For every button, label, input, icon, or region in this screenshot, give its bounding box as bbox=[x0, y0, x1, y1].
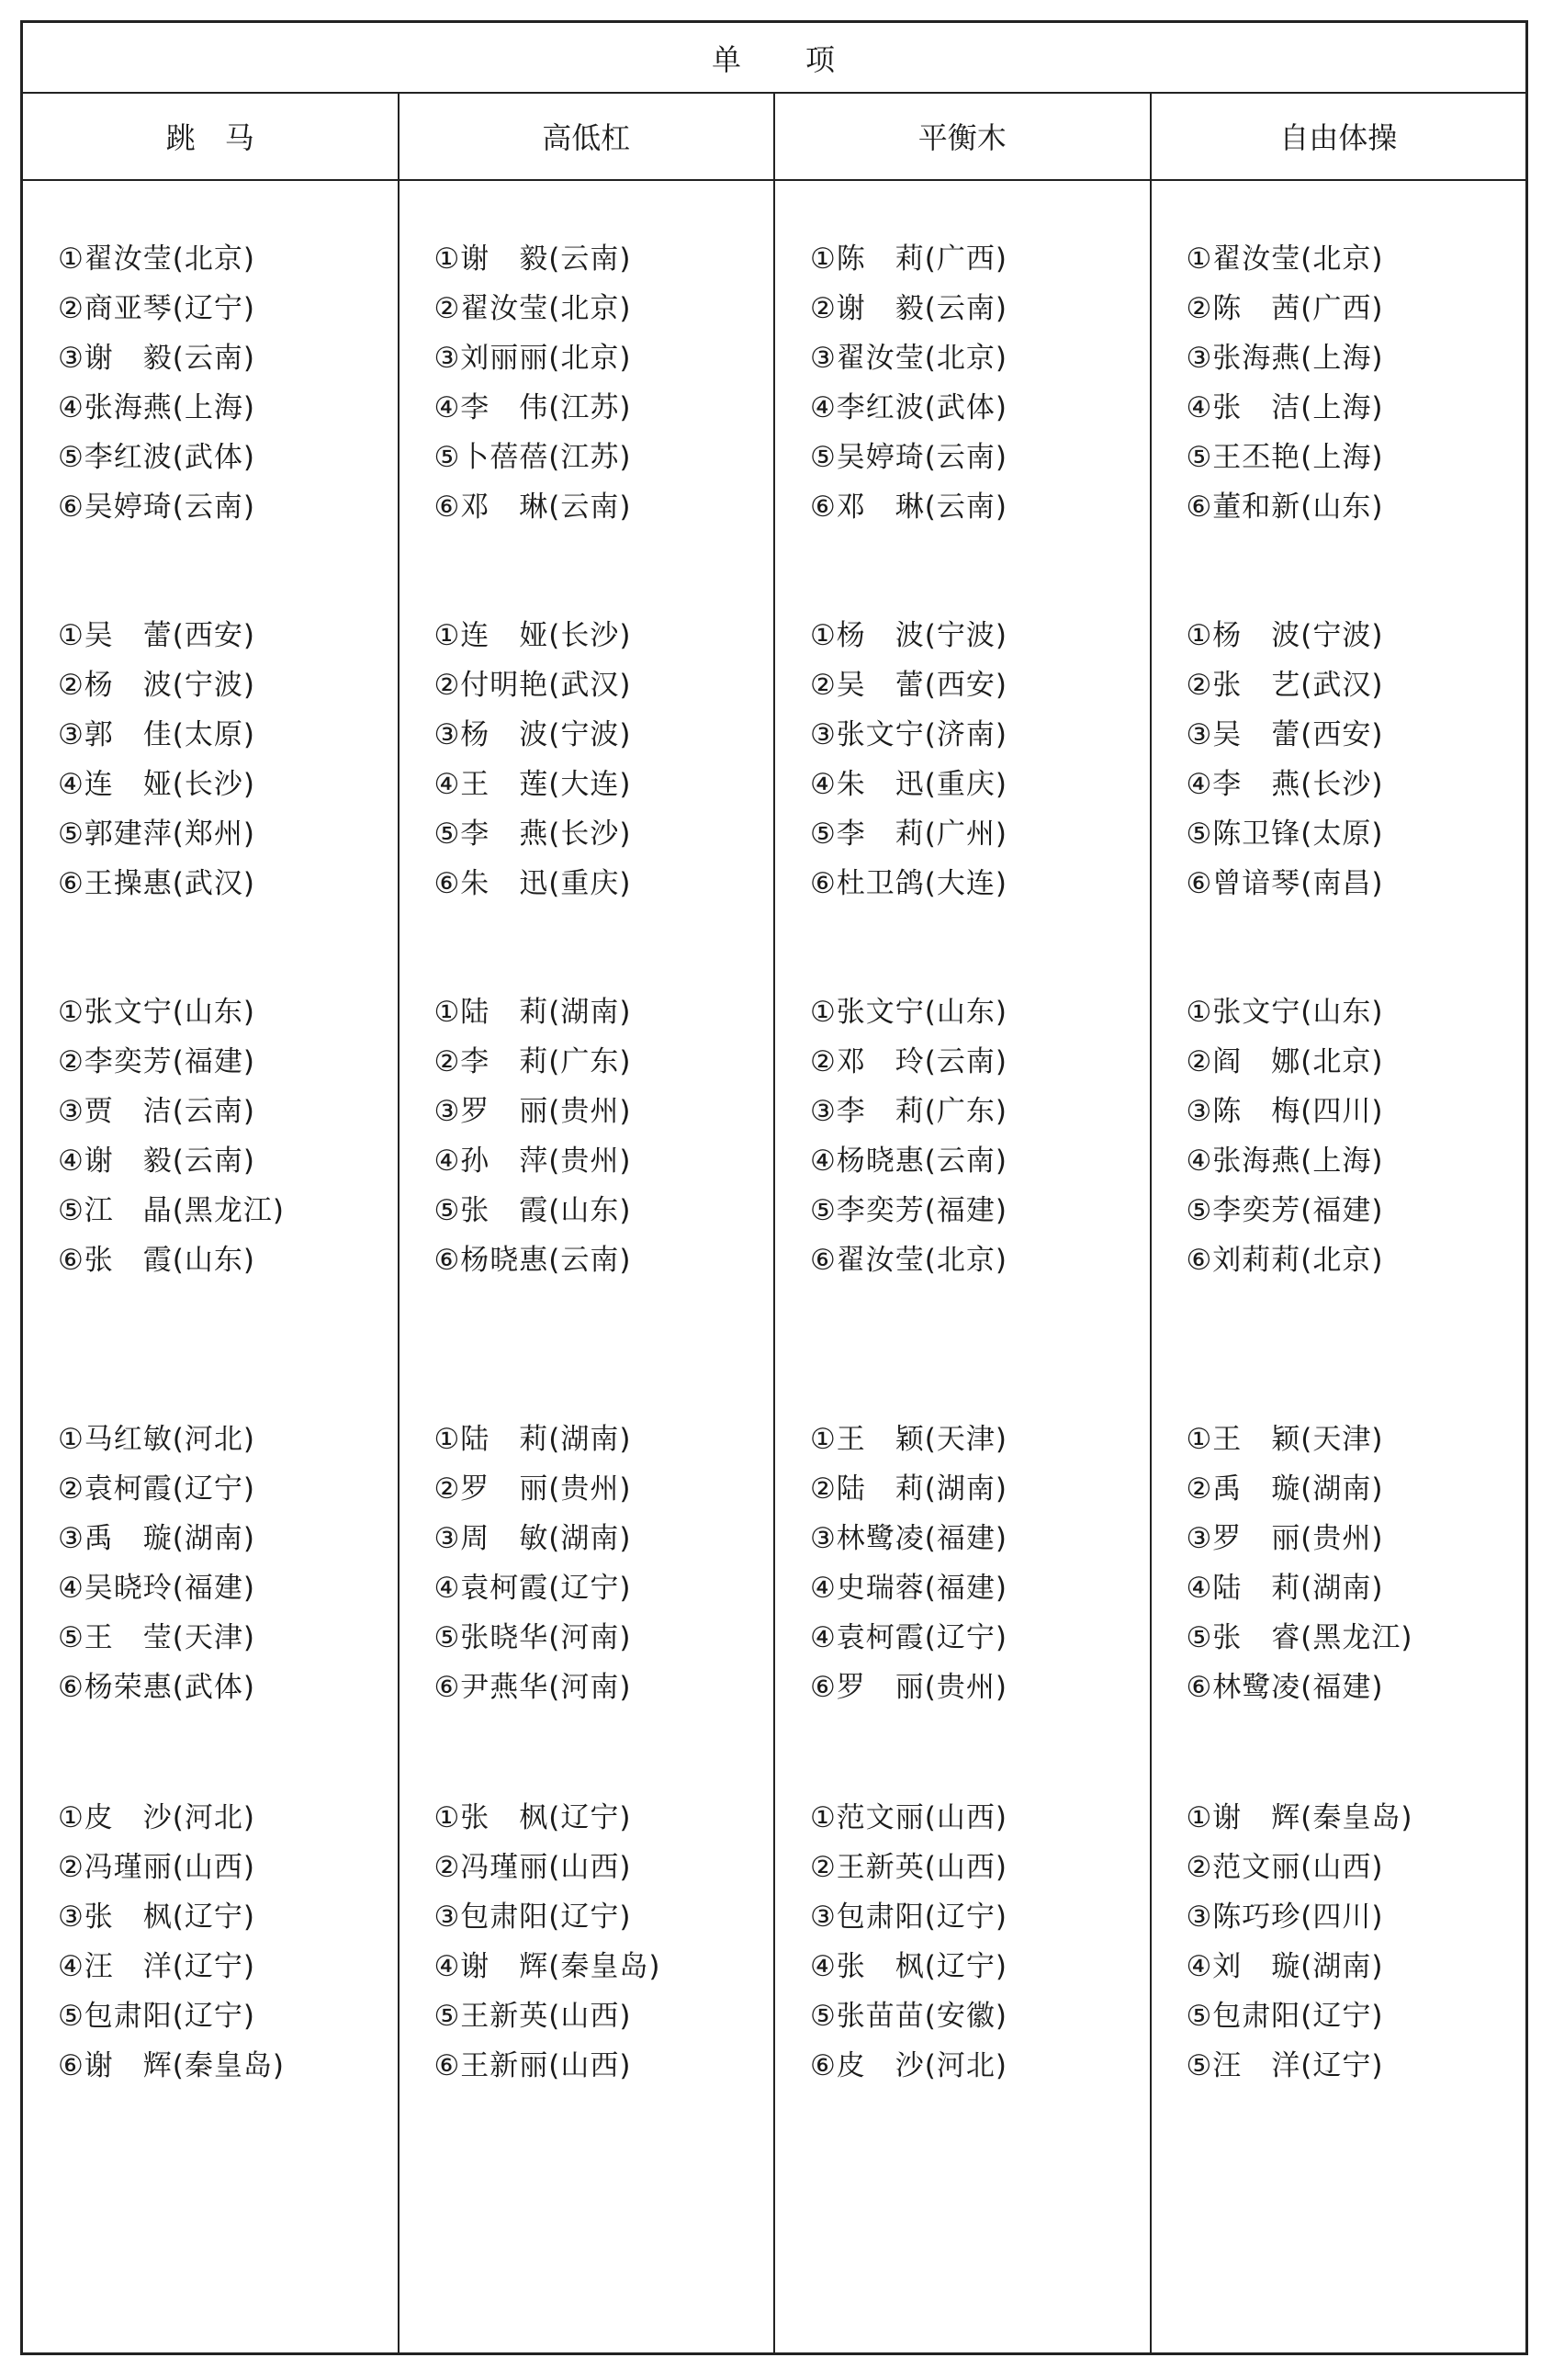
result-group bbox=[58, 1415, 392, 1712]
result-entry: ④吴晓玲(福建) bbox=[58, 1572, 255, 1605]
result-entry: ④张海燕(上海) bbox=[58, 391, 255, 424]
result-entry: ②范文丽(山西) bbox=[1186, 1851, 1384, 1884]
result-entry: ③陈巧珍(四川) bbox=[1186, 1901, 1384, 1934]
result-entry: ⑤张 睿(黑龙江) bbox=[1186, 1621, 1413, 1654]
result-entry: ③张文宁(济南) bbox=[810, 718, 1007, 751]
result-entry: ④谢 辉(秦皇岛) bbox=[433, 1950, 661, 1983]
result-entry: ②冯瑾丽(山西) bbox=[433, 1851, 632, 1884]
result-entry: ①张文宁(山东) bbox=[810, 996, 1007, 1029]
result-entry: ⑥林鹭凌(福建) bbox=[1186, 1671, 1384, 1704]
result-entry: ①王 颖(天津) bbox=[1186, 1423, 1384, 1456]
result-entry: ②谢 毅(云南) bbox=[810, 292, 1007, 325]
result-entry: ①翟汝莹(北京) bbox=[1186, 243, 1384, 276]
result-entry: ②李奕芳(福建) bbox=[58, 1045, 255, 1078]
result-entry: ⑤李奕芳(福建) bbox=[1186, 1194, 1384, 1227]
result-group bbox=[434, 234, 769, 532]
result-entry: ②罗 丽(贵州) bbox=[433, 1472, 632, 1506]
result-entry: ⑥谢 辉(秦皇岛) bbox=[58, 2049, 285, 2082]
result-entry: ①谢 辉(秦皇岛) bbox=[1186, 1801, 1413, 1834]
result-group bbox=[1187, 611, 1521, 908]
result-entry: ⑤张晓华(河南) bbox=[433, 1621, 632, 1654]
result-entry: ②付明艳(武汉) bbox=[433, 669, 632, 702]
result-entry: ③陈 梅(四川) bbox=[1186, 1095, 1384, 1128]
table-body bbox=[23, 179, 1525, 2352]
result-entry: ③郭 佳(太原) bbox=[58, 718, 255, 751]
result-entry: ③包肃阳(辽宁) bbox=[433, 1901, 632, 1934]
result-group bbox=[810, 987, 1144, 1285]
result-entry: ②阎 娜(北京) bbox=[1186, 1045, 1384, 1078]
result-entry: ③杨 波(宁波) bbox=[433, 718, 632, 751]
result-group bbox=[58, 987, 392, 1285]
result-entry: ⑥张 霞(山东) bbox=[58, 1244, 255, 1277]
result-entry: ⑤李红波(武体) bbox=[58, 441, 255, 474]
result-group bbox=[810, 1415, 1144, 1712]
header-balance-beam: 平衡木 bbox=[775, 92, 1152, 179]
result-entry: ③周 敏(湖南) bbox=[433, 1522, 632, 1555]
result-entry: ①杨 波(宁波) bbox=[810, 619, 1007, 652]
result-entry: ⑤张苗苗(安徽) bbox=[810, 2000, 1007, 2033]
header-floor-exercise: 自由体操 bbox=[1279, 119, 1398, 155]
result-entry: ⑥曾谙琴(南昌) bbox=[1186, 867, 1384, 900]
result-entry: ④袁柯霞(辽宁) bbox=[810, 1621, 1007, 1654]
result-entry: ③张 枫(辽宁) bbox=[58, 1901, 255, 1934]
result-entry: ⑤包肃阳(辽宁) bbox=[58, 2000, 255, 2033]
header-uneven-bars: 高低杠 bbox=[400, 92, 776, 179]
result-entry: ⑤汪 洋(辽宁) bbox=[1186, 2049, 1384, 2082]
result-entry: ⑤江 晶(黑龙江) bbox=[58, 1194, 285, 1227]
result-entry: ④连 娅(长沙) bbox=[58, 768, 255, 801]
result-group bbox=[810, 1793, 1144, 2091]
result-entry: ④李红波(武体) bbox=[810, 391, 1007, 424]
result-entry: ⑥杜卫鸽(大连) bbox=[810, 867, 1007, 900]
result-entry: ⑤李 燕(长沙) bbox=[433, 818, 632, 851]
result-entry: ⑥杨荣惠(武体) bbox=[58, 1671, 255, 1704]
result-group bbox=[58, 234, 392, 532]
result-entry: ④王 莲(大连) bbox=[433, 768, 632, 801]
result-entry: ①陆 莉(湖南) bbox=[433, 1423, 632, 1456]
result-entry: ④张 枫(辽宁) bbox=[810, 1950, 1007, 1983]
result-entry: ⑥王操惠(武汉) bbox=[58, 867, 255, 900]
result-entry: ⑥尹燕华(河南) bbox=[433, 1671, 632, 1704]
result-entry: ②翟汝莹(北京) bbox=[433, 292, 632, 325]
result-entry: ③罗 丽(贵州) bbox=[433, 1095, 632, 1128]
result-entry: ①翟汝莹(北京) bbox=[58, 243, 255, 276]
result-group bbox=[1187, 234, 1521, 532]
result-entry: ⑥朱 迅(重庆) bbox=[433, 867, 632, 900]
result-group bbox=[1187, 1415, 1521, 1712]
result-entry: ②李 莉(广东) bbox=[433, 1045, 632, 1078]
result-entry: ⑥王新丽(山西) bbox=[433, 2049, 632, 2082]
result-entry: ⑥邓 琳(云南) bbox=[810, 491, 1007, 524]
result-group bbox=[434, 987, 769, 1285]
header-vault: 跳 马 bbox=[23, 92, 400, 179]
result-entry: ①王 颖(天津) bbox=[810, 1423, 1007, 1456]
result-entry: ①张文宁(山东) bbox=[58, 996, 255, 1029]
result-entry: ①陈 莉(广西) bbox=[810, 243, 1007, 276]
result-entry: ①连 娅(长沙) bbox=[433, 619, 632, 652]
result-entry: ③林鹭凌(福建) bbox=[810, 1522, 1007, 1555]
result-entry: ④朱 迅(重庆) bbox=[810, 768, 1007, 801]
result-entry: ⑥罗 丽(贵州) bbox=[810, 1671, 1007, 1704]
table-title: 单 项 bbox=[711, 41, 837, 77]
result-entry: ③吴 蕾(西安) bbox=[1186, 718, 1384, 751]
result-entry: ③包肃阳(辽宁) bbox=[810, 1901, 1007, 1934]
result-entry: ①张文宁(山东) bbox=[1186, 996, 1384, 1029]
result-entry: ④汪 洋(辽宁) bbox=[58, 1950, 255, 1983]
result-entry: ④袁柯霞(辽宁) bbox=[433, 1572, 632, 1605]
result-entry: ⑥吴婷琦(云南) bbox=[58, 491, 255, 524]
result-entry: ⑥邓 琳(云南) bbox=[433, 491, 632, 524]
column-vault bbox=[23, 179, 400, 2352]
result-entry: ③贾 洁(云南) bbox=[58, 1095, 255, 1128]
result-entry: ②冯瑾丽(山西) bbox=[58, 1851, 255, 1884]
result-group bbox=[434, 1793, 769, 2091]
result-entry: ②王新英(山西) bbox=[810, 1851, 1007, 1884]
result-group bbox=[58, 1793, 392, 2091]
result-entry: ①陆 莉(湖南) bbox=[433, 996, 632, 1029]
result-group bbox=[810, 611, 1144, 908]
result-entry: ①皮 沙(河北) bbox=[58, 1801, 255, 1834]
table-title-row bbox=[23, 23, 1525, 94]
result-entry: ⑤王 莹(天津) bbox=[58, 1621, 255, 1654]
result-entry: ②张 艺(武汉) bbox=[1186, 669, 1384, 702]
result-entry: ①谢 毅(云南) bbox=[433, 243, 632, 276]
result-group bbox=[1187, 1793, 1521, 2091]
result-group bbox=[1187, 987, 1521, 1285]
result-entry: ②陈 茜(广西) bbox=[1186, 292, 1384, 325]
result-entry: ③翟汝莹(北京) bbox=[810, 342, 1007, 375]
result-entry: ③禹 璇(湖南) bbox=[58, 1522, 255, 1555]
result-entry: ④刘 璇(湖南) bbox=[1186, 1950, 1384, 1983]
result-entry: ④孙 萍(贵州) bbox=[433, 1145, 632, 1178]
result-entry: ⑥皮 沙(河北) bbox=[810, 2049, 1007, 2082]
result-group bbox=[58, 611, 392, 908]
result-entry: ⑤郭建萍(郑州) bbox=[58, 818, 255, 851]
result-entry: ④史瑞蓉(福建) bbox=[810, 1572, 1007, 1605]
result-entry: ④李 伟(江苏) bbox=[433, 391, 632, 424]
header-row bbox=[23, 92, 1525, 181]
result-entry: ③张海燕(上海) bbox=[1186, 342, 1384, 375]
result-entry: ③罗 丽(贵州) bbox=[1186, 1522, 1384, 1555]
result-entry: ③刘丽丽(北京) bbox=[433, 342, 632, 375]
result-entry: ②袁柯霞(辽宁) bbox=[58, 1472, 255, 1506]
result-entry: ②杨 波(宁波) bbox=[58, 669, 255, 702]
result-entry: ②吴 蕾(西安) bbox=[810, 669, 1007, 702]
result-group bbox=[434, 611, 769, 908]
result-entry: ①吴 蕾(西安) bbox=[58, 619, 255, 652]
result-entry: ②禹 璇(湖南) bbox=[1186, 1472, 1384, 1506]
result-entry: ①范文丽(山西) bbox=[810, 1801, 1007, 1834]
result-entry: ④杨晓惠(云南) bbox=[810, 1145, 1007, 1178]
result-entry: ⑤张 霞(山东) bbox=[433, 1194, 632, 1227]
result-group bbox=[810, 234, 1144, 532]
result-entry: ⑥刘莉莉(北京) bbox=[1186, 1244, 1384, 1277]
result-entry: ④张 洁(上海) bbox=[1186, 391, 1384, 424]
result-entry: ⑥董和新(山东) bbox=[1186, 491, 1384, 524]
result-entry: ①马红敏(河北) bbox=[58, 1423, 255, 1456]
result-group bbox=[434, 1415, 769, 1712]
result-entry: ③谢 毅(云南) bbox=[58, 342, 255, 375]
column-uneven-bars bbox=[400, 179, 776, 2352]
result-entry: ⑤卜蓓蓓(江苏) bbox=[433, 441, 632, 474]
result-entry: ①张 枫(辽宁) bbox=[433, 1801, 632, 1834]
result-entry: ④谢 毅(云南) bbox=[58, 1145, 255, 1178]
result-entry: ①杨 波(宁波) bbox=[1186, 619, 1384, 652]
result-entry: ④陆 莉(湖南) bbox=[1186, 1572, 1384, 1605]
result-entry: ⑤陈卫锋(太原) bbox=[1186, 818, 1384, 851]
result-entry: ④李 燕(长沙) bbox=[1186, 768, 1384, 801]
result-entry: ⑤王丕艳(上海) bbox=[1186, 441, 1384, 474]
result-entry: ⑥杨晓惠(云南) bbox=[433, 1244, 632, 1277]
result-entry: ④张海燕(上海) bbox=[1186, 1145, 1384, 1178]
result-entry: ②陆 莉(湖南) bbox=[810, 1472, 1007, 1506]
result-entry: ②商亚琴(辽宁) bbox=[58, 292, 255, 325]
result-entry: ⑥翟汝莹(北京) bbox=[810, 1244, 1007, 1277]
result-entry: ⑤吴婷琦(云南) bbox=[810, 441, 1007, 474]
column-balance-beam bbox=[775, 179, 1152, 2352]
result-entry: ②邓 玲(云南) bbox=[810, 1045, 1007, 1078]
result-entry: ⑤李奕芳(福建) bbox=[810, 1194, 1007, 1227]
result-entry: ⑤包肃阳(辽宁) bbox=[1186, 2000, 1384, 2033]
results-table bbox=[20, 20, 1528, 2355]
result-entry: ⑤王新英(山西) bbox=[433, 2000, 632, 2033]
column-floor-exercise bbox=[1152, 179, 1526, 2352]
result-entry: ⑤李 莉(广州) bbox=[810, 818, 1007, 851]
result-entry: ③李 莉(广东) bbox=[810, 1095, 1007, 1128]
